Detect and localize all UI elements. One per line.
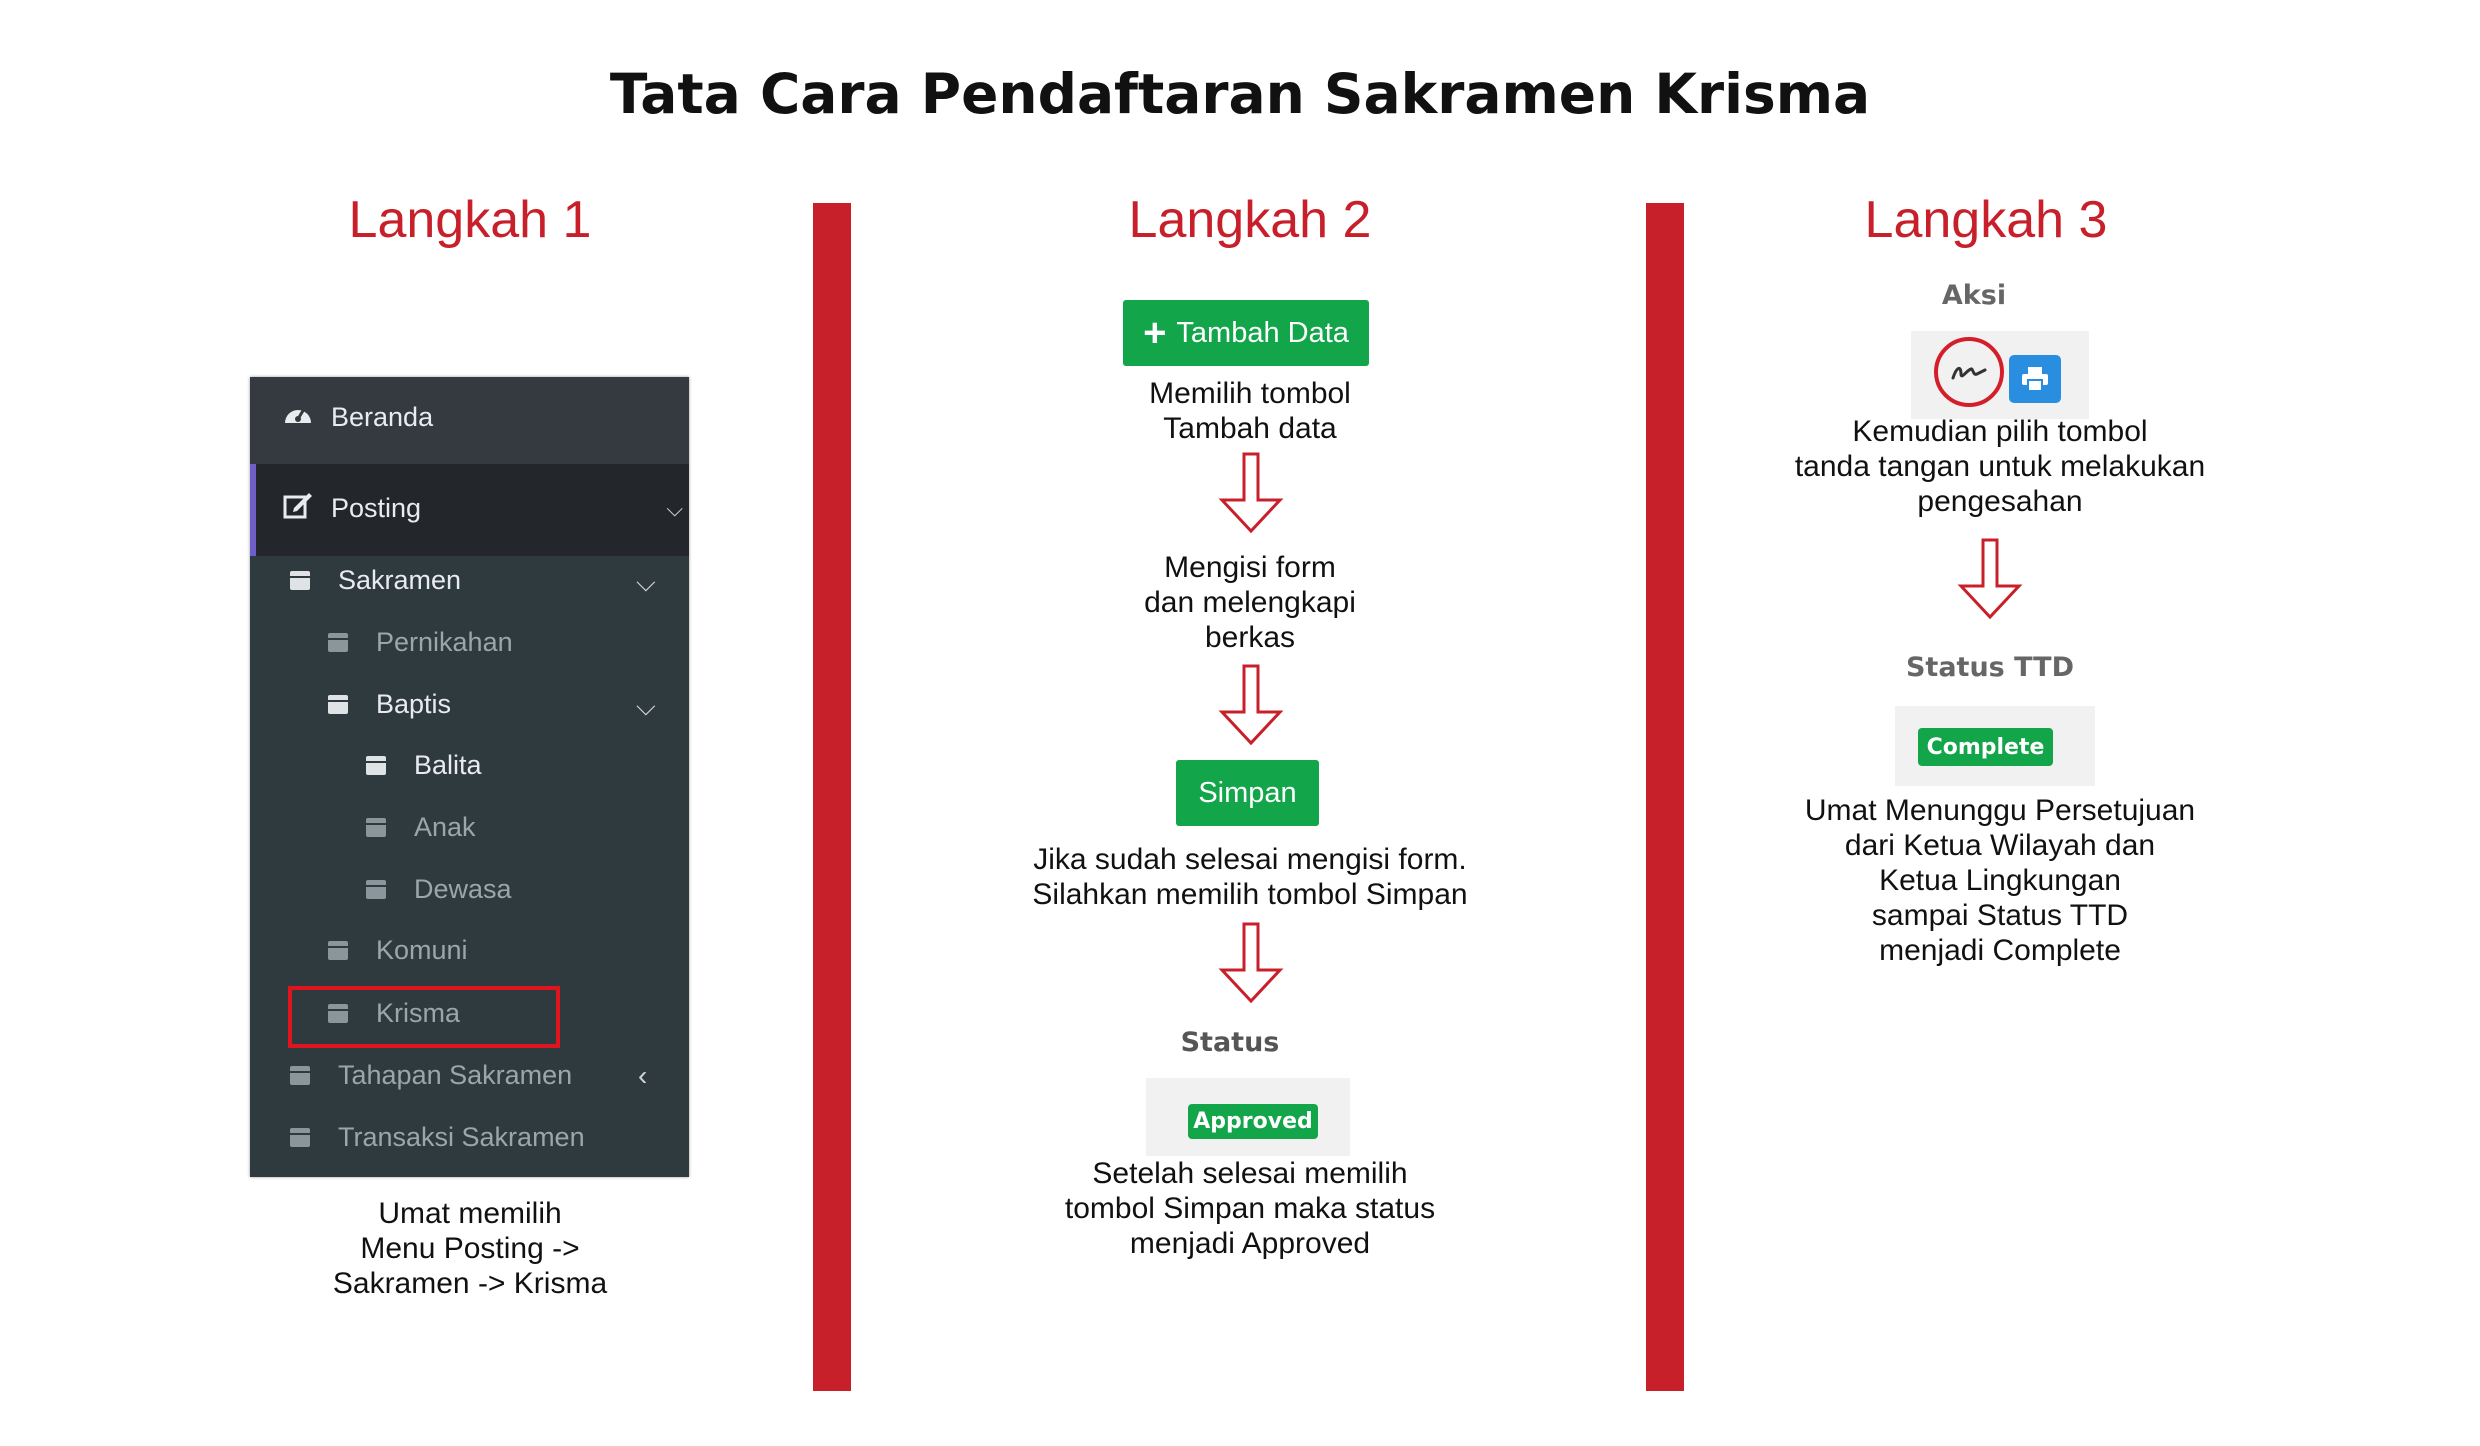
step-2-caption-4: Setelah selesai memilih tombol Simpan maka status menjadi Approved [1064,1157,1436,1260]
aksi-label: Aksi [1941,280,2007,311]
down-arrow-icon [1214,664,1288,746]
step-2-caption-2: Mengisi form dan melengkapi berkas [1144,551,1356,654]
step-2-heading: Langkah 2 [1128,191,1372,249]
step-divider [813,203,851,1391]
status-badge-approved: Approved [1188,1104,1318,1139]
sidebar-item-baptis[interactable] [328,689,451,720]
step-1-heading: Langkah 1 [348,191,592,249]
sidebar-item-label: Posting [331,493,422,523]
step-3-caption-1: Kemudian pilih tombol tanda tangan untuk melakukan pengesahan [1794,415,2206,518]
step-divider [1646,203,1684,1391]
chevron-down-icon: ⌵ [666,495,683,521]
status-badge-complete: Complete [1918,728,2053,766]
chevron-down-icon: ⌵ [636,567,656,597]
page-title: Tata Cara Pendaftaran Sakramen Krisma [609,62,1871,126]
button-label: Tambah Data [1176,316,1349,349]
step-1-caption: Umat memilih Menu Posting -> Sakramen -> Krisma [332,1197,608,1300]
calendar-icon [290,1066,310,1085]
sidebar-item-label: Sakramen [338,565,462,595]
chevron-down-icon: ⌵ [636,691,656,721]
calendar-icon [328,941,348,960]
print-button[interactable] [2009,355,2061,403]
sidebar-item-anak[interactable] [366,812,476,843]
step-3-caption-2: Umat Menunggu Persetujuan dari Ketua Wilayah dan Ketua Lingkungan sampai Status TTD menjadi Complete [1804,794,2196,967]
simpan-button[interactable] [1176,760,1319,826]
plus-icon: + [1143,311,1167,355]
sidebar-item-posting[interactable] [283,491,683,526]
sidebar-item-label: Balita [414,750,482,780]
sidebar-item-dewasa[interactable] [366,874,512,905]
calendar-icon [366,756,386,775]
signature-icon [1949,360,1989,384]
signature-button[interactable] [1934,337,2004,407]
sidebar-item-label: Beranda [331,402,434,432]
sidebar-menu [250,377,689,1177]
sidebar-item-label: Anak [414,812,476,842]
calendar-icon [328,695,348,714]
sidebar-item-label: Pernikahan [376,627,513,657]
down-arrow-icon [1214,922,1288,1004]
sidebar-item-sakramen[interactable] [290,565,689,596]
calendar-icon [366,880,386,899]
sidebar-item-label: Baptis [376,689,452,719]
chevron-left-icon: ‹ [638,1060,648,1091]
tambah-data-button[interactable] [1123,300,1369,366]
krisma-highlight-box [288,986,560,1048]
sidebar-item-transaksi-sakramen[interactable] [290,1122,585,1153]
calendar-icon [290,1128,310,1147]
sidebar-item-balita[interactable] [366,750,482,781]
edit-icon [283,491,313,526]
sidebar-item-beranda[interactable] [283,401,433,434]
sidebar-item-label: Komuni [376,935,468,965]
status-ttd-label: Status TTD [1905,652,2075,683]
dashboard-icon [283,401,313,434]
sidebar-item-label: Krisma [376,998,461,1028]
step-3-heading: Langkah 3 [1864,191,2108,249]
sidebar-item-tahapan-sakramen[interactable] [290,1060,572,1091]
sidebar-item-label: Dewasa [414,874,512,904]
sidebar-item-label: Tahapan Sakramen [338,1060,573,1090]
calendar-icon [328,633,348,652]
status-label: Status [1180,1027,1280,1058]
sidebar-item-pernikahan[interactable] [328,627,513,658]
step-2-caption-3: Jika sudah selesai mengisi form. Silahkan memilih tombol Simpan [1032,843,1468,911]
print-icon [2020,365,2050,393]
down-arrow-icon [1953,538,2027,620]
step-2-caption-1: Memilih tombol Tambah data [1149,377,1351,445]
button-label: Simpan [1198,776,1297,809]
sidebar-item-label: Transaksi Sakramen [338,1122,585,1152]
down-arrow-icon [1214,452,1288,534]
sidebar-item-komuni[interactable] [328,935,468,966]
calendar-icon [366,818,386,837]
calendar-icon [290,571,310,590]
